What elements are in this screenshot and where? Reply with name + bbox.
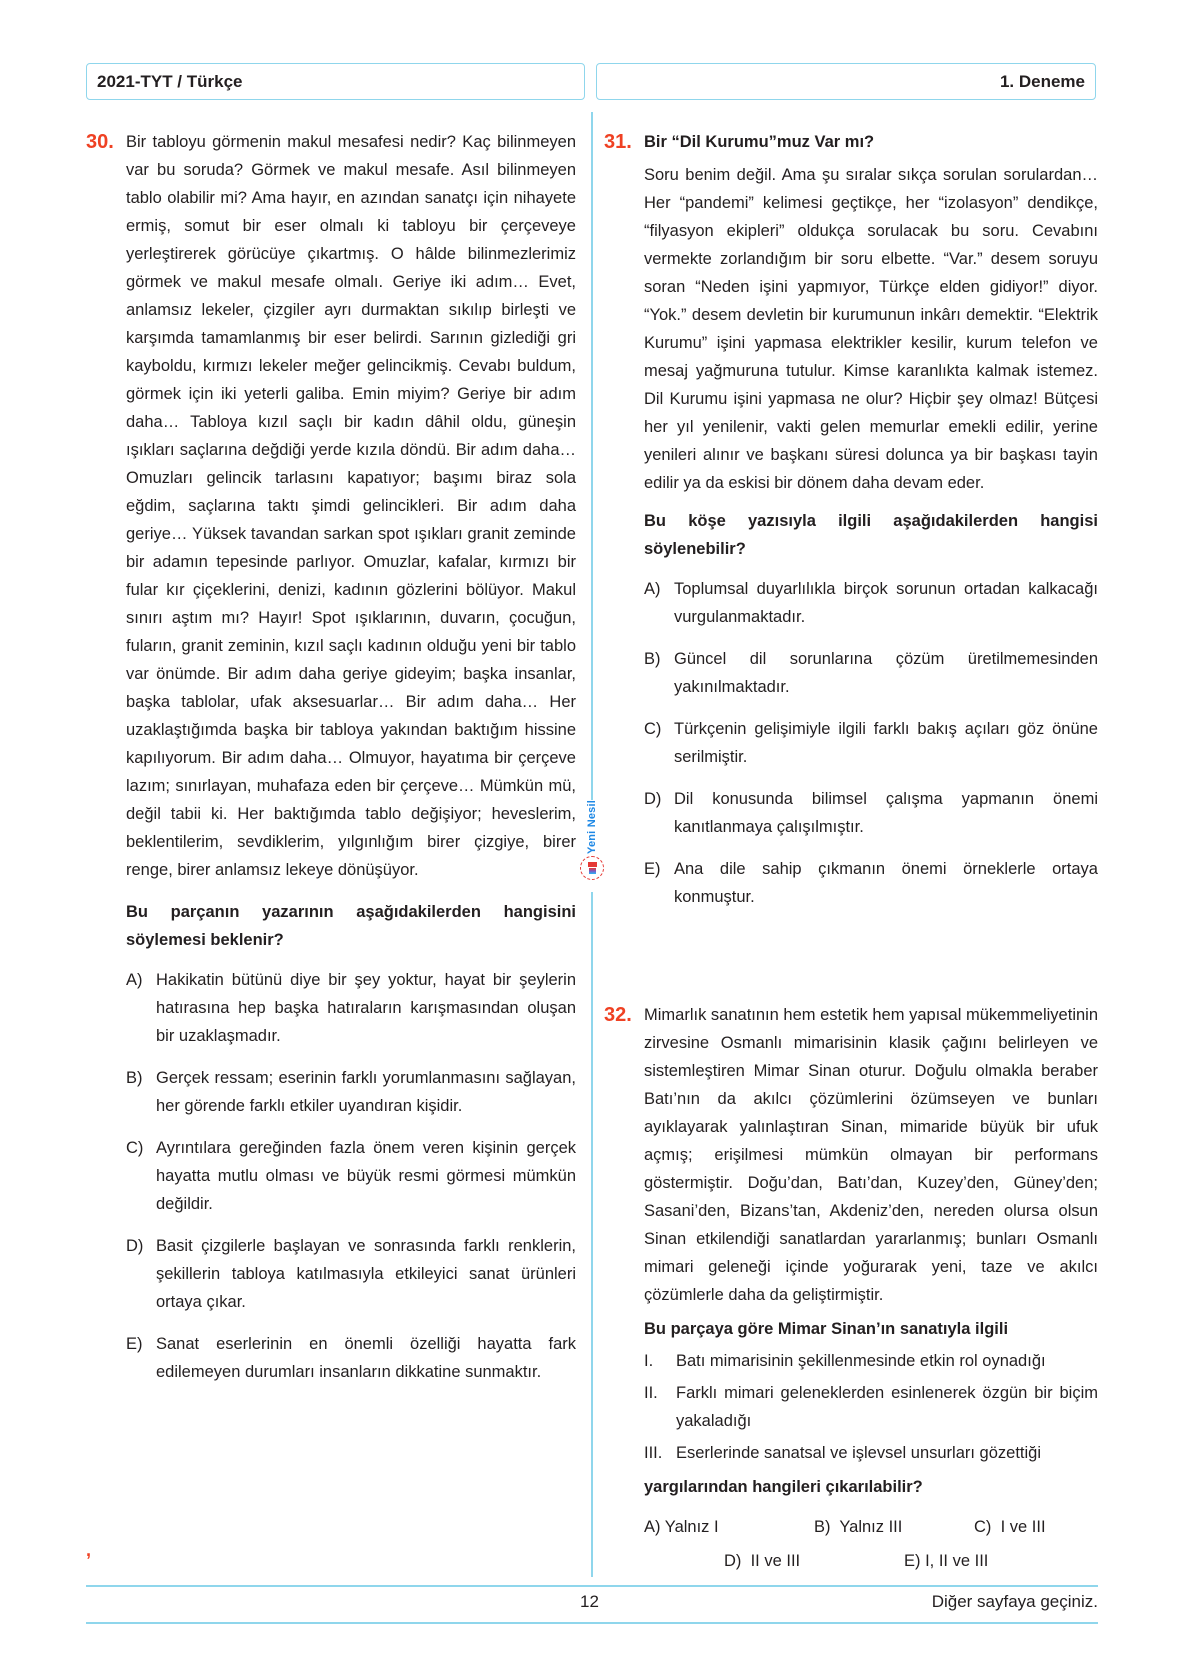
option-letter: C) bbox=[644, 720, 662, 738]
answer-options-row-2 bbox=[644, 1547, 1098, 1575]
option-letter: D) bbox=[724, 1552, 742, 1570]
option-a[interactable] bbox=[644, 575, 1098, 631]
statement-text: Eserlerinde sanatsal ve işlevsel unsurları gözettiği bbox=[676, 1444, 1042, 1462]
option-d[interactable] bbox=[126, 1232, 576, 1316]
option-d[interactable] bbox=[724, 1547, 904, 1575]
question-number: 30. bbox=[86, 131, 114, 153]
statement-numeral: I. bbox=[644, 1352, 654, 1370]
option-e[interactable] bbox=[126, 1330, 576, 1386]
header-right-box bbox=[596, 63, 1096, 100]
option-a[interactable] bbox=[644, 1513, 814, 1541]
question-31 bbox=[604, 128, 1098, 911]
statement-ii bbox=[644, 1379, 1098, 1435]
question-30 bbox=[86, 128, 576, 1386]
option-text: I ve III bbox=[1000, 1518, 1046, 1536]
question-number: 31. bbox=[604, 131, 632, 153]
option-letter: E) bbox=[644, 860, 661, 878]
option-c[interactable] bbox=[644, 715, 1098, 771]
option-text: Basit çizgilerle başlayan ve sonrasında farklı renklerin, şekillerin tabloya katılmasıyla etkileyici sanat ürünleri ortaya çıkar. bbox=[156, 1237, 576, 1311]
question-passage: Bir tabloyu görmenin makul mesafesi nedir? Kaç bilinmeyen var bu soruda? Görmek ve makul mesafe. Asıl bilinmeyen tablo olabilir mi? Ama hayır, en azından sanatçı için nihayete ermiş, somut bir eser olmalı ki tabloyu bir çerçeveye yerleştirerek görücüye çıkartmış. O hâlde bilinmezlerimiz görmek ve makul mesafe olmalı. Geriye iki adım… Evet, anlamsız lekeler, çizgiler ayrı durmaktan sıkılıp birleşti ve karşımda tamamlanmış bir eser belirdi. Sarının gizlediği gri kayboldu, kırmızı lekeler meğer gelincikmiş. Cevabı buldum, görmek için iki yeterli galiba. Emin miyim? Geriye bir adım daha… Tabloya kızıl saçlı bir kadın dâhil oldu, güneşin ışıkları saçlarına değdiği yerde kızıla döndü. Bir adım daha… Omuzları gelincik tarlasını kapatıyor; başımı biraz sola eğdim, saçlarına taktı şimdi gelincikleri. Bir adım daha geriye… Yüksek tavandan sarkan spot ışıkları granit zeminde bir adamın tepesinde parlıyor. Omuzlar, kafalar, kırmızı bir fular kır çiçeklerini, denizi, kadının gözlerini bölüyor. Makul sınırı aştım mı? Hayır! Spot ışıklarının, duvarın, çocuğun, fuların, granit zeminin, kızıl saçlı kadının olduğu yeni bir tablo var önümde. Bir adım daha geriye gideyim; başka insanlar, başka tablolar, ufak aksesuarlar… Bir adım daha… Her uzaklaştığımda başka bir tabloya yakından baktığım hissine kapılıyorum. Bir adım daha… Olmuyor, hayatıma bir çerçeve lazım; sınırlayan, muhafaza eden bir çerçeve… Mümkün mü, değil tabii ki. Her baktığımda tablo değişiyor; heveslerim, beklentilerim, sevdiklerim, yılgınlığım birer çizgiye, birer renge, birer anlamsız lekeye dönüşüyor. bbox=[126, 133, 576, 879]
right-column bbox=[604, 128, 1098, 1575]
option-letter: B) bbox=[644, 650, 661, 668]
footer-top-rule bbox=[86, 1585, 1098, 1587]
option-text: Dil konusunda bilimsel çalışma yapmanın önemi kanıtlanmaya çalışılmıştır. bbox=[674, 790, 1098, 836]
option-letter: B) bbox=[814, 1518, 831, 1536]
option-letter: C) bbox=[974, 1518, 992, 1536]
option-text: Ana dile sahip çıkmanın önemi örneklerle ortaya konmuştur. bbox=[674, 860, 1098, 906]
answer-options bbox=[644, 575, 1098, 911]
question-number: 32. bbox=[604, 1004, 632, 1026]
statement-list bbox=[644, 1347, 1098, 1467]
answer-options-row-1 bbox=[644, 1513, 1098, 1541]
option-letter: E) bbox=[904, 1552, 921, 1570]
question-stem: Bu parçanın yazarının aşağıdakilerden hangisini söylemesi beklenir? bbox=[126, 903, 576, 949]
option-letter: A) bbox=[644, 580, 661, 598]
option-letter: A) bbox=[126, 971, 143, 989]
option-letter: D) bbox=[644, 790, 662, 808]
option-letter: C) bbox=[126, 1139, 144, 1157]
option-b[interactable] bbox=[814, 1513, 974, 1541]
statement-iii bbox=[644, 1439, 1098, 1467]
option-text: II ve III bbox=[750, 1552, 801, 1570]
option-text: Yalnız I bbox=[664, 1518, 719, 1536]
option-e[interactable] bbox=[904, 1547, 988, 1575]
exam-number-title: 1. Deneme bbox=[999, 71, 1085, 91]
yeni-nesil-badge bbox=[578, 800, 606, 892]
question-stem-end: yargılarından hangileri çıkarılabilir? bbox=[644, 1478, 923, 1496]
answer-options bbox=[126, 966, 576, 1386]
option-text: Güncel dil sorunlarına çözüm üretilmemesinden yakınılmaktadır. bbox=[674, 650, 1098, 696]
option-text: Yalnız III bbox=[839, 1518, 903, 1536]
option-text: Ayrıntılara gereğinden fazla önem veren kişinin gerçek hayatta mutlu olması ve büyük resmi görmesi mümkün değildir. bbox=[156, 1139, 576, 1213]
badge-label: Yeni Nesil bbox=[586, 800, 598, 854]
question-32 bbox=[604, 1001, 1098, 1575]
statement-text: Farklı mimari geleneklerden esinlenerek özgün bir biçim yakaladığı bbox=[676, 1384, 1098, 1430]
option-letter: D) bbox=[126, 1237, 144, 1255]
question-stem-intro: Bu parçaya göre Mimar Sinan’ın sanatıyla ilgili bbox=[644, 1320, 1009, 1338]
footer-bottom-rule bbox=[86, 1622, 1098, 1624]
option-b[interactable] bbox=[644, 645, 1098, 701]
question-passage: Soru benim değil. Ama şu sıralar sıkça sorulan sorulardan… Her “pandemi” kelimesi geçtikçe, her “izolasyon” dendikçe, “filyasyon ekipleri” oldukça sorulacak bu soru. Cevabını vermekte zorlandığım bir soru elbette. “Var.” desem soruyu soran “Neden işini yapmıyor, Türkçe elden gidiyor!” diyor. “Yok.” desem devletin bir kurumunun inkârı demektir. “Elektrik Kurumu” işini yapmasa elektrikler kesilir, kurum telefon ve mesaj yağmuruna tutulur. Kimse karanlıkta kalmak istemez. Dil Kurumu işini yapmasa ne olur? Hiçbir şey olmaz! Bütçesi her yıl yenilenir, vakti gelen memurlar emekli edilir, yerine yenileri alınır ve başkanı süresi dolunca ya bir başkası tayin edilir ya da eskisi bir dönem daha devam eder. bbox=[644, 166, 1098, 492]
option-text: I, II ve III bbox=[925, 1552, 989, 1570]
article-title: Bir “Dil Kurumu”muz Var mı? bbox=[644, 133, 875, 151]
statement-text: Batı mimarisinin şekillenmesinde etkin rol oynadığı bbox=[676, 1352, 1046, 1370]
option-e[interactable] bbox=[644, 855, 1098, 911]
statement-i bbox=[644, 1347, 1098, 1375]
question-passage: Mimarlık sanatının hem estetik hem yapısal mükemmeliyetinin zirvesine Osmanlı mimarisinin klasik çağını belirleyen ve sistemleştiren Mimar Sinan oturur. Doğulu olmakla beraber Batı’nın da akılcı çözümlerini özümseyen ve bunları ayıklayarak yalınlaştıran Sinan, mimaride büyük bir ufuk açmış; erişilmesi mümkün olmayan bir performans göstermiştir. Doğu’dan, Batı’dan, Kuzey’den, Güney’den; Sasani’den, Bizans’tan, Akdeniz’den, nereden olursa olsun Sinan etkilendiği sanatlardan yararlanmış; bunları Osmanlı mimari geleneği içinde yoğurarak yeni, taze ve akılcı çözümlerle daha da geliştirmiştir. bbox=[644, 1006, 1098, 1304]
left-column bbox=[86, 128, 576, 1400]
option-text: Türkçenin gelişimiyle ilgili farklı bakış açıları göz önüne serilmiştir. bbox=[674, 720, 1098, 766]
margin-mark: , bbox=[86, 1540, 92, 1560]
option-text: Hakikatin bütünü diye bir şey yoktur, hayat bir şeylerin hatırasına hep başka hatıraların karışmasından oluşan bir uzaklaşmadır. bbox=[156, 971, 576, 1045]
option-a[interactable] bbox=[126, 966, 576, 1050]
exam-subject-title: 2021-TYT / Türkçe bbox=[97, 71, 243, 91]
next-page-note: Diğer sayfaya geçiniz. bbox=[931, 1592, 1098, 1611]
option-text: Sanat eserlerinin en önemli özelliği hayatta fark edilemeyen durumları insanların dikkatine sunmaktır. bbox=[156, 1335, 576, 1381]
option-b[interactable] bbox=[126, 1064, 576, 1120]
option-letter: B) bbox=[126, 1069, 143, 1087]
statement-numeral: III. bbox=[644, 1444, 663, 1462]
option-c[interactable] bbox=[126, 1134, 576, 1218]
option-letter: A) bbox=[644, 1518, 661, 1536]
page-number: 12 bbox=[580, 1592, 599, 1611]
question-stem: Bu köşe yazısıyla ilgili aşağıdakilerden hangisi söylenebilir? bbox=[644, 512, 1098, 558]
option-d[interactable] bbox=[644, 785, 1098, 841]
option-letter: E) bbox=[126, 1335, 143, 1353]
statement-numeral: II. bbox=[644, 1384, 658, 1402]
header-left-box bbox=[86, 63, 585, 100]
brain-logo-icon bbox=[580, 856, 604, 880]
option-c[interactable] bbox=[974, 1513, 1046, 1541]
option-text: Toplumsal duyarlılıkla birçok sorunun ortadan kalkacağı vurgulanmaktadır. bbox=[674, 580, 1098, 626]
option-text: Gerçek ressam; eserinin farklı yorumlanmasını sağlayan, her görende farklı etkiler uyandıran kişidir. bbox=[156, 1069, 576, 1115]
